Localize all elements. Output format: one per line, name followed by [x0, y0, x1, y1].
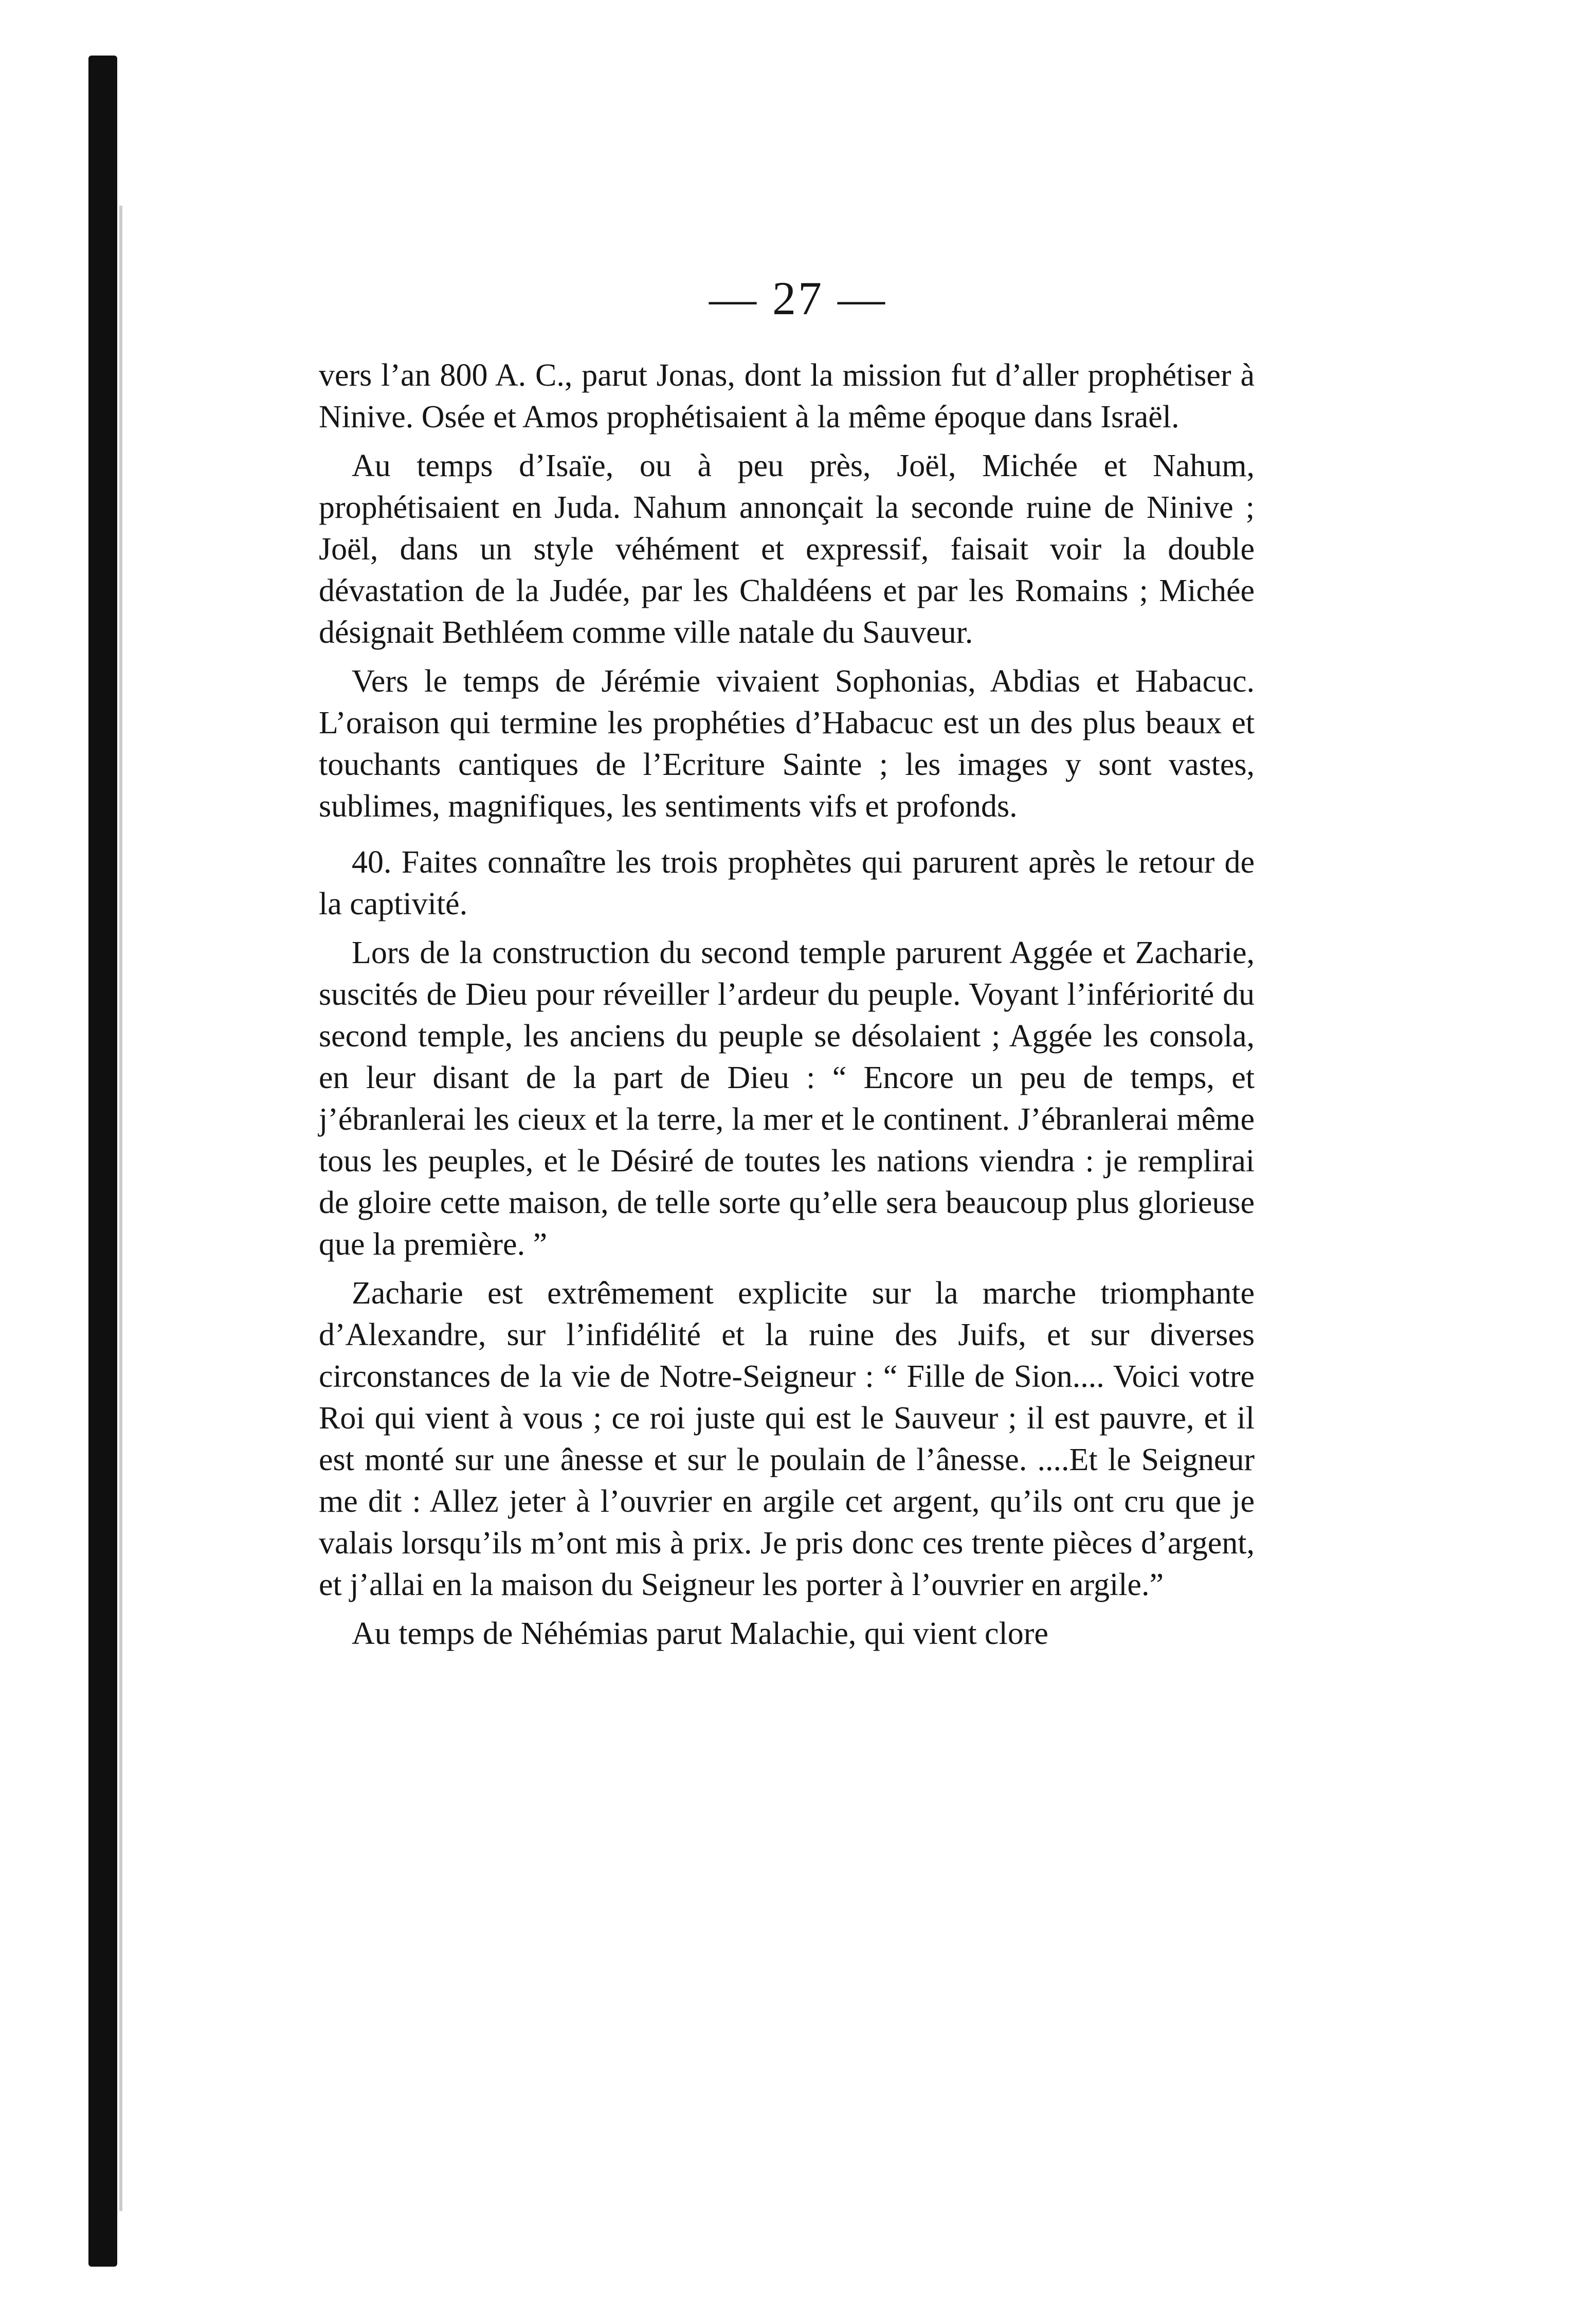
- paragraph-jonas: vers l’an 800 A. C., parut Jonas, dont la mission fut d’aller prophétiser à Ninive. Osée et Amos prophétisaient à la même époque dans Israël.: [319, 358, 1255, 435]
- page-body: [319, 355, 1255, 1662]
- paragraph-malachie: Au temps de Néhémias parut Malachie, qui vient clore: [352, 1616, 1048, 1651]
- book-spine-shadow: [88, 56, 117, 2267]
- paragraph-zacharie: Zacharie est extrêmement explicite sur la marche triomphante d’Alexandre, sur l’infidélité et la ruine des Juifs, et sur diverses circonstances de la vie de Notre-Seigneur : “ Fille de Sion.... Voici votre Roi qui vient à vous ; ce roi juste qui est le Sauveur ; il est pauvre, et il est monté sur une ânesse et sur le poulain de l’ânesse. ....Et le Seigneur me dit : Allez jeter à l’ouvrier en argile cet argent, qu’ils ont cru que je valais lorsqu’ils m’ont mis à prix. Je pris donc ces trente pièces d’argent, et j’allai en la maison du Seigneur les porter à l’ouvrier en argile.”: [319, 1276, 1255, 1602]
- paragraph-jeremie: Vers le temps de Jérémie vivaient Sophonias, Abdias et Habacuc. L’oraison qui termine les prophéties d’Habacuc est un des plus beaux et touchants cantiques de l’Ecriture Sainte ; les images y sont vastes, sublimes, magnifiques, les sentiments vifs et profonds.: [319, 664, 1255, 824]
- paragraph-aggee: Lors de la construction du second temple parurent Aggée et Zacharie, suscités de Dieu pour réveiller l’ardeur du peuple. Voyant l’infériorité du second temple, les anciens du peuple se désolaient ; Aggée les consola, en leur disant de la part de Dieu : “ Encore un peu de temps, et j’ébranlerai les cieux et la terre, la mer et le continent. J’ébranlerai même tous les peuples, et le Désiré de toutes les nations viendra : je remplirai de gloire cette maison, de telle sorte qu’elle sera beaucoup plus glorieuse que la première. ”: [319, 935, 1255, 1262]
- paragraph-isaie: Au temps d’Isaïe, ou à peu près, Joël, Michée et Nahum, prophétisaient en Juda. Nahum annonçait la seconde ruine de Ninive ; Joël, dans un style véhément et expressif, faisait voir la double dévastation de la Judée, par les Chaldéens et par les Romains ; Michée désignait Bethléem comme ville natale du Sauveur.: [319, 448, 1255, 650]
- question-40: 40. Faites connaître les trois prophètes qui parurent après le retour de la captivité.: [319, 845, 1255, 921]
- gutter-edge: [119, 206, 122, 2211]
- page-number: — 27 —: [709, 272, 887, 324]
